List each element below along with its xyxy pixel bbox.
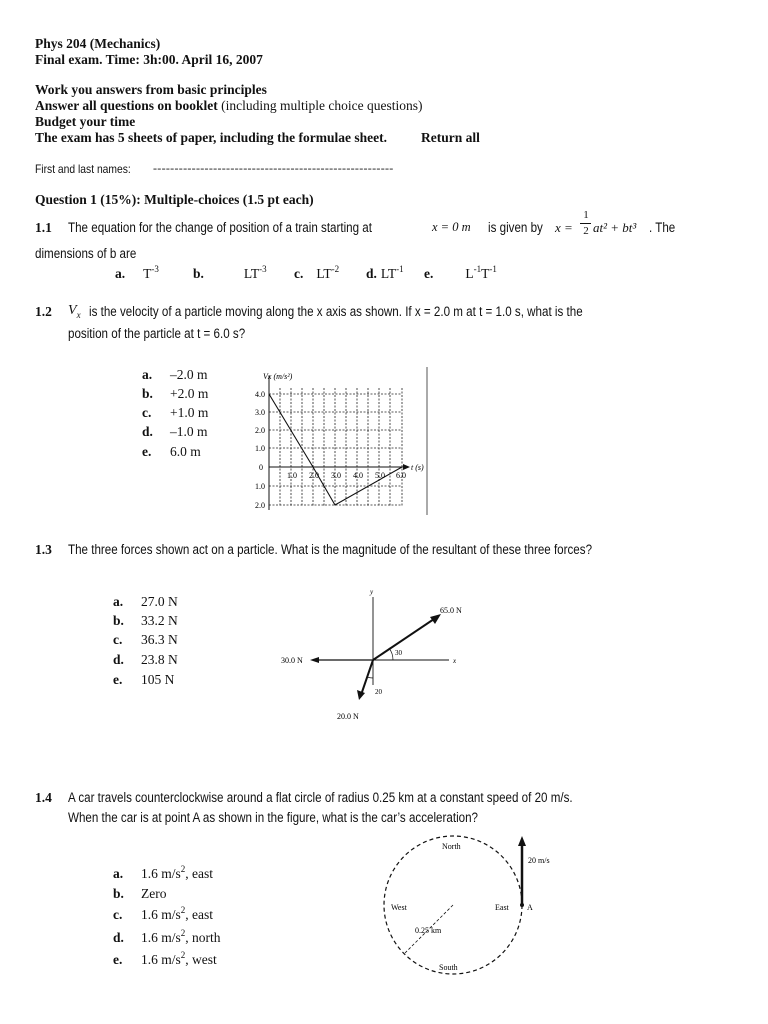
xtick-4: 4.0 <box>353 471 363 480</box>
speed-label: 20 m/s <box>528 856 550 865</box>
q14-option-d[interactable]: d. 1.6 $m/s^2$, north <box>113 928 221 945</box>
xtick-5: 5.0 <box>375 471 385 480</box>
force-65-label: 65.0 N <box>440 606 462 615</box>
force-65-arrowhead <box>430 614 441 624</box>
question-1-title: Question 1 (15%): Multiple-choices (1.5 pt each) <box>35 192 314 207</box>
south-label: South <box>439 963 458 972</box>
ytick-1: 4.0 <box>255 390 265 399</box>
instruction-2 <box>35 98 423 114</box>
q12-option-b[interactable]: b. +2.0 m <box>142 386 209 401</box>
q11-text: The equation for the change of position of a train starting at <box>68 220 372 235</box>
q12-option-a[interactable]: a. –2.0 m <box>142 367 208 382</box>
graph-x-label: t (s) <box>411 463 424 472</box>
q11-given: is given by <box>488 220 543 235</box>
q12-option-e[interactable]: e. 6.0 m <box>142 444 201 459</box>
course-title: Phys 204 (Mechanics) <box>35 36 161 51</box>
force-30-label: 30.0 N <box>281 656 303 665</box>
north-label: North <box>442 842 461 851</box>
q11-after: . The <box>649 220 676 235</box>
east-label: East <box>495 903 509 912</box>
q13-option-a[interactable]: a. 27.0 N <box>113 594 178 609</box>
angle-30-label: 30 <box>395 649 402 657</box>
instruction-1: Work you answers from basic principles <box>35 82 267 97</box>
q12-line2: position of the particle at t = 6.0 s? <box>68 326 246 341</box>
ytick-3: 2.0 <box>255 426 265 435</box>
point-a-marker <box>520 903 524 907</box>
instruction-2-rest: (including multiple choice questions) <box>217 98 423 113</box>
ytick-2: 3.0 <box>255 408 265 417</box>
q13-option-e[interactable]: e. 105 N <box>113 672 175 687</box>
radius-label: 0.25 km <box>415 926 442 935</box>
q12-line1: is the velocity of a particle moving along the x axis as shown. If x = 2.0 m at t = 1.0 s, what is the <box>89 304 583 319</box>
q14-option-a[interactable]: a. 1.6 $m/s^2$, east <box>113 864 214 881</box>
ytick-7: 2.0 <box>255 501 265 510</box>
q13-option-c[interactable]: c. 36.3 N <box>113 632 178 647</box>
q11-frac-bar <box>580 223 591 224</box>
q14-option-b[interactable]: b. Zero <box>113 886 167 901</box>
q13-option-d[interactable]: d. 23.8 N <box>113 652 178 667</box>
xtick-3: 3.0 <box>331 471 341 480</box>
q11-option-a[interactable]: a. $T^{-3}$ <box>115 264 159 281</box>
velocity-line <box>269 394 402 505</box>
q11-eq-rest: at² + bt³ <box>593 220 637 235</box>
angle-20-label: 20 <box>375 688 382 696</box>
graph-grid <box>269 388 402 507</box>
return-all: Return all <box>421 130 480 145</box>
instruction-2-bold: Answer all questions on booklet <box>35 98 218 113</box>
west-label: West <box>391 903 407 912</box>
circle-diagram <box>375 830 575 985</box>
q11-frac-num: 1 <box>583 209 589 221</box>
force-65-vector <box>373 617 437 660</box>
instruction-4: The exam has 5 sheets of paper, including the formulae sheet. <box>35 130 388 145</box>
ytick-6: 1.0 <box>255 482 265 491</box>
q12-vx: $V_x$ <box>68 303 81 320</box>
exam-info: Final exam. Time: 3h:00. April 16, 2007 <box>35 52 263 67</box>
force-y-label: y <box>370 588 374 596</box>
q12-option-c[interactable]: c. +1.0 m <box>142 405 209 420</box>
ytick-4: 1.0 <box>255 444 265 453</box>
q11-option-d[interactable]: d. $LT^{-1}$ <box>366 264 404 281</box>
q11-option-b[interactable]: b. $LT^{-3}$ <box>193 264 267 281</box>
force-20-vector <box>361 660 373 695</box>
force-20-arrowhead <box>357 690 365 700</box>
q14-line1: A car travels counterclockwise around a flat circle of radius 0.25 km at a constant speed of 20 m/s. <box>68 790 573 805</box>
q13-option-b[interactable]: b. 33.2 N <box>113 613 178 628</box>
q13-text: The three forces shown act on a particle. What is the magnitude of the resultant of these three forces? <box>68 542 593 557</box>
q12-number: 1.2 <box>35 304 52 319</box>
graph-x-ticks <box>287 471 406 480</box>
names-line: -------------------------------------------------------- <box>153 161 394 175</box>
q14-line2: When the car is at point A as shown in the figure, what is the car’s acceleration? <box>68 810 479 825</box>
force-30-arrowhead <box>310 657 319 663</box>
graph-y-label: Vx (m/s²) <box>263 372 293 381</box>
q11-frac-den: 2 <box>583 225 589 237</box>
q11-line2: dimensions of b are <box>35 246 137 261</box>
velocity-arrowhead <box>518 836 526 846</box>
q14-number: 1.4 <box>35 790 52 805</box>
q11-eq-x: x = <box>555 220 573 235</box>
instruction-3: Budget your time <box>35 114 136 129</box>
q13-number: 1.3 <box>35 542 52 557</box>
xtick-2: 2.0 <box>309 471 319 480</box>
force-diagram <box>275 585 475 730</box>
q14-option-e[interactable]: e. 1.6 $m/s^2$, west <box>113 950 217 967</box>
ytick-5: 0 <box>259 463 263 472</box>
graph-y-ticks <box>255 390 265 510</box>
velocity-graph <box>245 362 435 520</box>
q11-option-e[interactable]: e. $L^{-1}T^{-1}$ <box>424 264 497 281</box>
q11-number: 1.1 <box>35 220 52 235</box>
xtick-6: 6.0 <box>396 471 406 480</box>
q11-option-c[interactable]: c. $LT^{-2}$ <box>294 264 340 281</box>
point-a-label: A <box>527 903 533 912</box>
force-x-label: x <box>453 657 457 665</box>
q12-option-d[interactable]: d. –1.0 m <box>142 424 208 439</box>
names-label: First and last names: <box>35 162 131 176</box>
q14-option-c[interactable]: c. 1.6 $m/s^2$, east <box>113 905 214 922</box>
xtick-1: 1.0 <box>287 471 297 480</box>
q11-x0: x = 0 m <box>432 220 471 234</box>
force-20-label: 20.0 N <box>337 712 359 721</box>
graph-x-arrow <box>403 464 410 470</box>
